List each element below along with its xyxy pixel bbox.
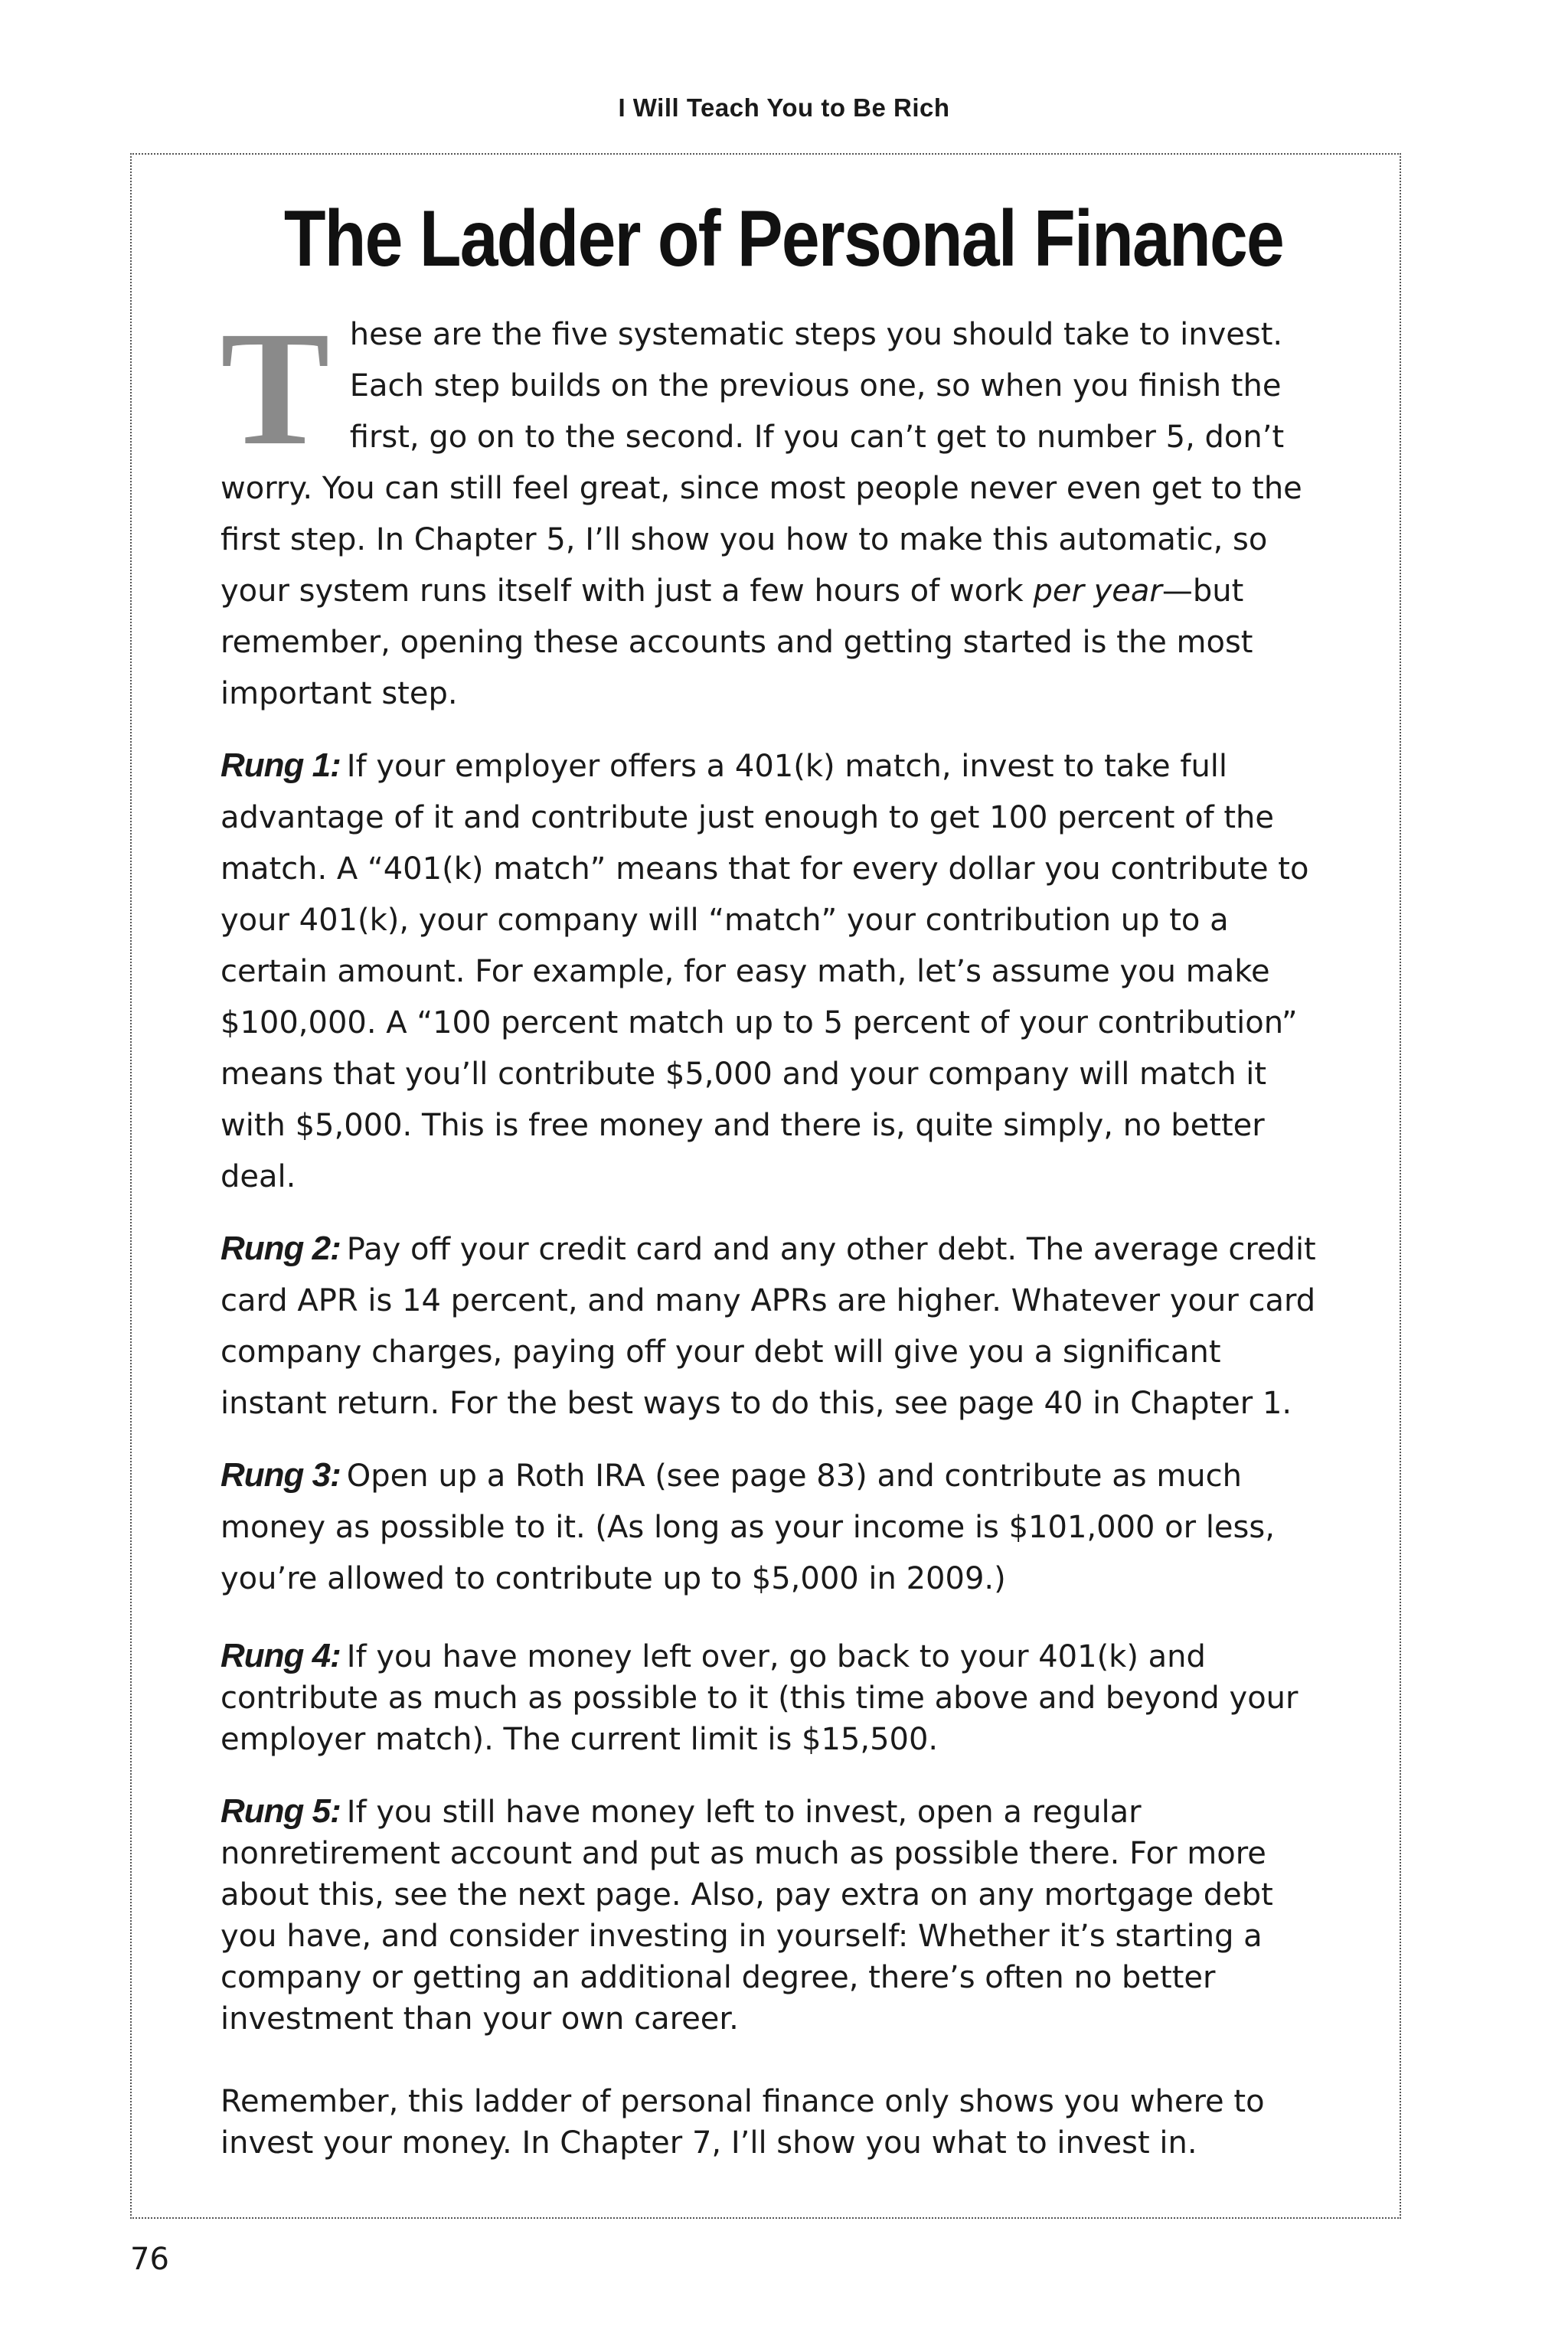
rung-3-text: Open up a Roth IRA (see page 83) and contribute as much money as possible to it. (As long as your income is $101,000 or less, you’re allowed to contribute up to $5,000 in 2009.) — [220, 1459, 1275, 1596]
rung-4-paragraph — [220, 1635, 1323, 1760]
intro-text: hese are the five systematic steps you should take to invest. Each step builds on the previous one, so when you finish the first, go on to the second. If you can’t get to number 5, don’t worry. You can still feel great, since most people never even get to the first step. In Chapter 5, I’ll show you how to make this automatic, so your system runs itself with just a few hours of work — [220, 317, 1302, 609]
rung-5-label: Rung 5: — [220, 1792, 341, 1830]
page-number: 76 — [130, 2242, 169, 2277]
rung-5-paragraph — [220, 1791, 1323, 2040]
rung-3-label: Rung 3: — [220, 1456, 341, 1494]
rung-2-text: Pay off your credit card and any other debt. The average credit card APR is 14 percent, and many APRs are higher. Whatever your card company charges, paying off your debt will give you a significant instant return. For the best ways to do this, see page 40 in Chapter 1. — [220, 1232, 1316, 1421]
rung-3-paragraph — [220, 1449, 1323, 1605]
rung-1-text: If your employer offers a 401(k) match, invest to take full advantage of it and contribute just enough to get 100 percent of the match. A “401(k) match” means that for every dollar you contribute to your 401(k), your company will “match” your contribution up to a certain amount. For example, for easy math, let’s assume you make $100,000. A “100 percent match up to 5 percent of your contribution” means that you’ll contribute $5,000 and your company will match it with $5,000. This is free money and there is, quite simply, no better deal. — [220, 749, 1309, 1194]
rung-2-label: Rung 2: — [220, 1230, 341, 1267]
intro-paragraph — [220, 298, 1323, 720]
rung-4-text: If you have money left over, go back to your 401(k) and contribute as much as possible to it (this time above and beyond your employer match). The current limit is $15,500. — [220, 1639, 1298, 1757]
running-head: I Will Teach You to Be Rich — [618, 93, 950, 122]
sidebar-content — [220, 298, 1323, 2164]
rung-1-paragraph — [220, 740, 1323, 1203]
closing-paragraph: Remember, this ladder of personal finance only shows you where to invest your money. In Chapter 7, I’ll show you what to invest in. — [220, 2084, 1265, 2161]
intro-text-end: —but remember, opening these accounts and getting started is the most important step. — [220, 573, 1253, 711]
rung-2-paragraph — [220, 1223, 1323, 1429]
rung-4-label: Rung 4: — [220, 1637, 341, 1674]
rung-1-label: Rung 1: — [220, 746, 341, 784]
drop-cap: T — [220, 298, 330, 479]
page-title: The Ladder of Personal Finance — [283, 194, 1284, 283]
intro-emphasis: per year — [1033, 573, 1162, 609]
rung-5-text: If you still have money left to invest, open a regular nonretirement account and put as much as possible there. For more about this, see the next page. Also, pay extra on any mortgage debt you have, and consider investing in yourself: Whether it’s starting a company or getting an additional degree, there’s often no better investment than your own career. — [220, 1795, 1273, 2037]
